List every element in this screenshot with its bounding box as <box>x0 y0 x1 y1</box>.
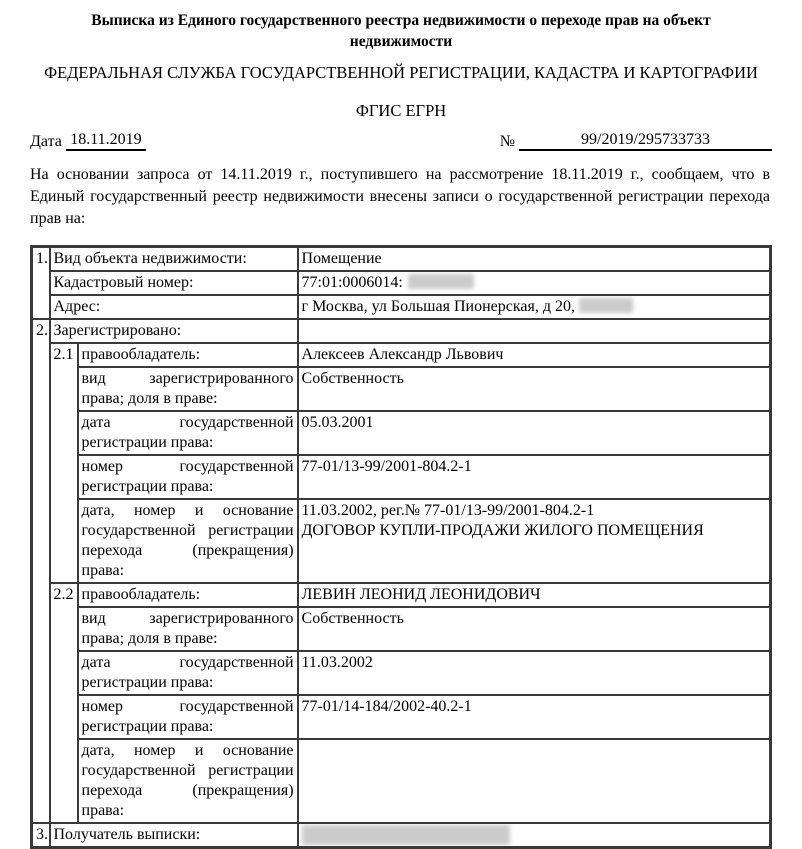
field-label: Вид объекта недвижимости: <box>50 247 298 272</box>
table-row <box>32 651 771 695</box>
field-label: правообладатель: <box>78 583 298 607</box>
cadastral-number-value: 77:01:0006014: <box>301 274 403 291</box>
field-value <box>298 739 771 823</box>
field-label: вид зарегистрированного права; доля в праве: <box>78 607 298 651</box>
field-value: Алексеев Александр Львович <box>298 343 771 367</box>
field-label: дата государственной регистрации права: <box>78 651 298 695</box>
field-value <box>298 823 771 848</box>
address-value: г Москва, ул Большая Пионерская, д 20, <box>301 298 575 315</box>
table-row <box>32 499 771 583</box>
table-row <box>32 411 771 455</box>
redaction-blur <box>302 825 510 845</box>
date-value: 18.11.2019 <box>66 130 146 151</box>
redaction-blur <box>579 298 633 313</box>
field-label: дата, номер и основание государственной регистрации перехода (прекращения) права: <box>78 499 298 583</box>
table-row <box>32 343 771 367</box>
field-value <box>298 499 771 583</box>
field-label: дата, номер и основание государственной регистрации перехода (прекращения) права: <box>78 739 298 823</box>
fgis-system-name: ФГИС ЕГРН <box>355 101 447 120</box>
table-row <box>32 271 771 295</box>
redaction-blur <box>408 274 474 289</box>
transfer-reg-line: 11.03.2002, рег.№ 77-01/13-99/2001-804.2-1 <box>301 502 595 519</box>
field-value: 05.03.2001 <box>298 411 771 455</box>
field-label: номер государственной регистрации права: <box>78 695 298 739</box>
table-row <box>32 583 771 607</box>
section-number: 3. <box>32 823 50 848</box>
intro-paragraph: На основании запроса от 14.11.2019 г., поступившего на рассмотрение 18.11.2019 г., сообщаем, что в Единый государственный реестр недвижимости внесены записи о государственной регистрации перехода прав на: <box>30 166 770 227</box>
field-value <box>298 295 771 319</box>
entry-number: 2.2 <box>50 583 78 823</box>
field-value: 77-01/14-184/2002-40.2-1 <box>298 695 771 739</box>
table-row <box>32 695 771 739</box>
table-row <box>32 247 771 272</box>
doc-title: Выписка из Единого государственного реестра недвижимости о переходе прав на объект недвижимости <box>91 12 711 50</box>
field-value: 11.03.2002 <box>298 651 771 695</box>
field-value <box>298 319 771 343</box>
table-row <box>32 607 771 651</box>
meta-row <box>30 130 772 151</box>
table-row <box>32 367 771 411</box>
field-label: Адрес: <box>50 295 298 319</box>
field-value: Собственность <box>298 607 771 651</box>
table-row <box>32 319 771 343</box>
table-row <box>32 739 771 823</box>
field-value: Помещение <box>298 247 771 272</box>
table-row <box>32 823 771 848</box>
section-number: 2. <box>32 319 50 823</box>
field-label: Зарегистрировано: <box>50 319 298 343</box>
field-value: ЛЕВИН ЛЕОНИД ЛЕОНИДОВИЧ <box>298 583 771 607</box>
number-label: № <box>499 133 515 150</box>
field-value: Собственность <box>298 367 771 411</box>
table-row <box>32 455 771 499</box>
rights-transfer-table <box>30 245 772 849</box>
field-label: Получатель выписки: <box>50 823 298 848</box>
field-label: правообладатель: <box>78 343 298 367</box>
field-label: Кадастровый номер: <box>50 271 298 295</box>
field-value: 77-01/13-99/2001-804.2-1 <box>298 455 771 499</box>
number-value: 99/2019/295733733 <box>519 130 772 151</box>
date-label: Дата <box>30 133 62 150</box>
field-label: дата государственной регистрации права: <box>78 411 298 455</box>
section-number: 1. <box>32 247 50 320</box>
transfer-basis-line: ДОГОВОР КУПЛИ-ПРОДАЖИ ЖИЛОГО ПОМЕЩЕНИЯ <box>301 522 704 539</box>
table-row <box>32 295 771 319</box>
field-value <box>298 271 771 295</box>
agency-name: ФЕДЕРАЛЬНАЯ СЛУЖБА ГОСУДАРСТВЕННОЙ РЕГИСТРАЦИИ, КАДАСТРА И КАРТОГРАФИИ <box>44 63 758 82</box>
entry-number: 2.1 <box>50 343 78 583</box>
field-label: номер государственной регистрации права: <box>78 455 298 499</box>
field-label: вид зарегистрированного права; доля в праве: <box>78 367 298 411</box>
